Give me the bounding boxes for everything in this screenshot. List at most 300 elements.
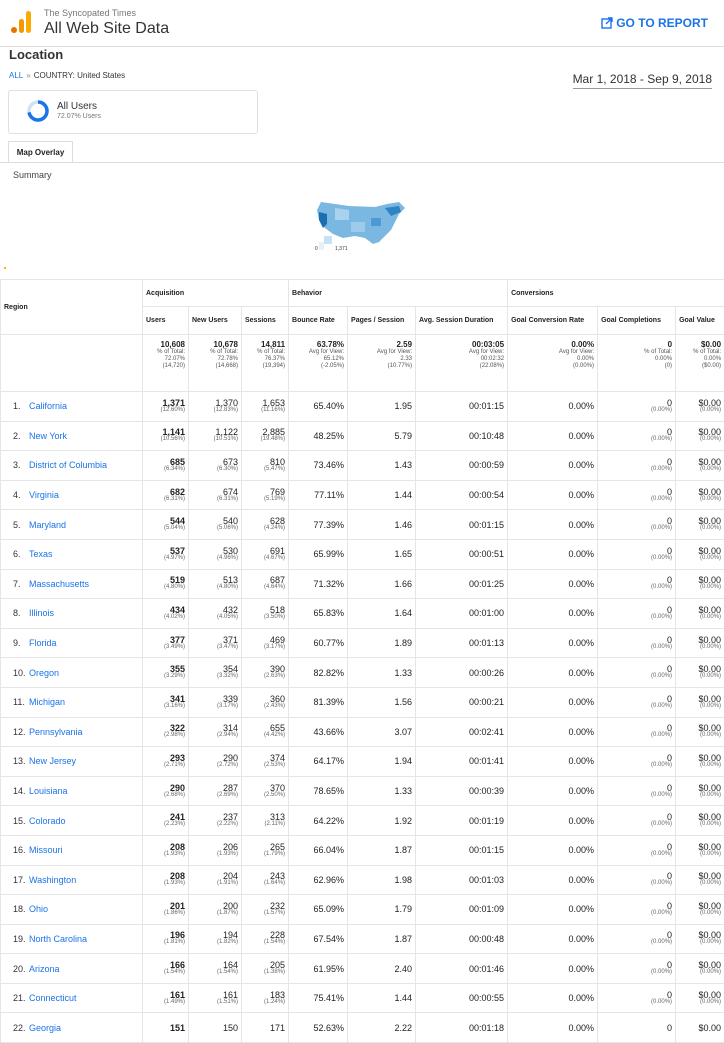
total-detail: (22.08%) [419,363,504,370]
metric-cell [242,806,289,836]
metric-cell [289,392,348,422]
metric-percent: (0.00%) [679,762,721,769]
metric-value: 81.39% [314,697,345,707]
metric-value: 691 [270,546,285,556]
metric-value: 00:00:55 [469,993,504,1003]
region-cell [1,835,143,865]
metric-value: $0.00 [699,901,722,911]
metric-percent: (1.51%) [192,999,238,1006]
go-to-report-button[interactable] [601,16,708,30]
metric-cell [676,983,724,1013]
metric-percent: (2.63%) [245,673,285,680]
metric-percent: (1.38%) [245,969,285,976]
metric-value: 166 [170,960,185,970]
metric-percent: (3.49%) [146,644,185,651]
metric-value: 530 [223,546,238,556]
metric-value: 0 [667,694,672,704]
metric-cell [242,983,289,1013]
metric-cell [242,569,289,599]
metric-value: 00:10:48 [469,431,504,441]
metric-cell [348,510,416,540]
table-row [1,954,724,984]
metric-cell [348,865,416,895]
col-bounce-rate[interactable]: Bounce Rate [289,307,348,335]
total-detail: Avg for View: [511,349,594,356]
metric-value: 67.54% [314,934,345,944]
metric-percent: (4.02%) [146,614,185,621]
metric-cell [508,421,598,451]
site-name[interactable]: The Syncopated Times [44,8,136,18]
row-number: 16. [13,846,29,854]
table-row [1,392,724,422]
metric-cell [348,628,416,658]
metric-value: 432 [223,605,238,615]
metric-percent: (12.60%) [146,407,185,414]
metric-percent: (2.11%) [245,821,285,828]
metric-percent: (1.87%) [192,910,238,917]
metric-cell [242,924,289,954]
metric-cell [676,569,724,599]
total-cell [508,335,598,392]
col-goal-conversion-rate[interactable]: Goal Conversion Rate [508,307,598,335]
metric-value: 0 [667,960,672,970]
region-link[interactable]: Florida [29,638,57,648]
metric-value: 518 [270,605,285,615]
total-detail: (0) [601,363,672,370]
metric-cell [348,480,416,510]
metric-value: 1.79 [395,904,413,914]
metric-value: 1.33 [395,786,413,796]
metric-cell [416,658,508,688]
metric-cell [189,983,242,1013]
metric-cell [143,569,189,599]
metric-value: 52.63% [314,1023,345,1033]
metric-cell [348,717,416,747]
tab-map-overlay[interactable]: Map Overlay [8,141,73,163]
metric-percent: (0.00%) [679,821,721,828]
total-detail: 72.78% [192,356,238,363]
metric-percent: (0.00%) [601,555,672,562]
metric-value: 1.33 [395,668,413,678]
metric-value: 293 [170,753,185,763]
col-goal-completions[interactable]: Goal Completions [598,307,676,335]
date-range-picker[interactable]: Mar 1, 2018 - Sep 9, 2018 [573,72,712,89]
region-link[interactable]: Illinois [29,608,54,618]
metric-percent: (0.00%) [679,999,721,1006]
metric-value: 0 [667,842,672,852]
metric-value: 243 [270,871,285,881]
segment-name: All Users [57,101,97,112]
metric-percent: (0.00%) [601,525,672,532]
metric-percent: (2.71%) [146,762,185,769]
metric-percent: (19.48%) [245,436,285,443]
metric-value: 48.25% [314,431,345,441]
metric-value: 810 [270,457,285,467]
total-detail: % of Total: [245,349,285,356]
metric-value: 0.00% [569,549,595,559]
metric-percent: (3.32%) [192,673,238,680]
metric-cell [143,717,189,747]
metric-cell [598,539,676,569]
metric-percent: (1.93%) [146,880,185,887]
metric-cell [598,1013,676,1043]
col-new-users[interactable]: New Users [189,307,242,335]
metric-cell [348,747,416,777]
region-link[interactable]: District of Columbia [29,460,107,470]
segment-card[interactable] [8,90,258,134]
region-link[interactable]: Texas [29,549,53,559]
region-link[interactable]: Oregon [29,668,59,678]
metric-value: $0.00 [699,723,722,733]
metric-value: 1.44 [395,993,413,1003]
metric-cell [598,569,676,599]
metric-cell [348,924,416,954]
metric-cell [143,480,189,510]
col-avg-session-duration[interactable]: Avg. Session Duration [416,307,508,335]
col-sessions[interactable]: Sessions [242,307,289,335]
region-link[interactable]: Connecticut [29,993,77,1003]
metric-value: 00:00:48 [469,934,504,944]
table-row [1,539,724,569]
metric-value: 00:00:26 [469,668,504,678]
metric-cell [189,658,242,688]
metric-cell [598,954,676,984]
metric-value: 0.00% [569,786,595,796]
metric-cell [416,569,508,599]
metric-value: 769 [270,487,285,497]
metric-value: 0 [667,635,672,645]
metric-value: 00:01:13 [469,638,504,648]
metric-value: 1.66 [395,579,413,589]
total-cell [598,335,676,392]
metric-percent: (4.97%) [146,555,185,562]
total-detail: 0.00% [601,356,672,363]
region-link[interactable]: New Jersey [29,756,76,766]
metric-percent: (0.00%) [601,407,672,414]
row-number: 20. [13,965,29,973]
metric-cell [189,954,242,984]
region-link[interactable]: Georgia [29,1023,61,1033]
metric-percent: (1.54%) [146,969,185,976]
region-link[interactable]: Pennsylvania [29,727,83,737]
metric-value: 00:00:59 [469,460,504,470]
metric-value: 61.95% [314,964,345,974]
metric-cell [416,865,508,895]
metric-value: 1.64 [395,608,413,618]
metric-cell [348,1013,416,1043]
metric-percent: (0.00%) [601,969,672,976]
metric-value: 513 [223,575,238,585]
metric-value: $0.00 [699,664,722,674]
metric-value: 194 [223,930,238,940]
metric-percent: (6.31%) [146,496,185,503]
metric-value: 1.89 [395,638,413,648]
total-detail: Avg for View: [419,349,504,356]
metric-value: $0.00 [699,753,722,763]
metric-value: 2,885 [263,427,286,437]
metric-cell [289,924,348,954]
row-number: 6. [13,550,29,558]
us-map[interactable] [315,198,407,252]
metric-percent: (0.00%) [679,673,721,680]
metric-value: 1,141 [162,427,185,437]
row-number: 18. [13,905,29,913]
metric-cell [289,451,348,481]
table-row [1,628,724,658]
metric-cell [143,451,189,481]
metric-value: 43.66% [314,727,345,737]
metric-cell [598,392,676,422]
metric-value: 00:00:21 [469,697,504,707]
metric-percent: (0.00%) [601,466,672,473]
metric-cell [348,658,416,688]
total-detail: % of Total: [146,349,185,356]
metric-value: 0 [667,812,672,822]
metric-cell [143,658,189,688]
metric-cell [416,599,508,629]
metric-cell [416,835,508,865]
metric-cell [143,747,189,777]
total-value: $0.00 [701,340,721,349]
table-row [1,569,724,599]
row-number: 2. [13,432,29,440]
tab-divider [0,162,724,163]
metric-value: $0.00 [699,427,722,437]
metric-cell [416,539,508,569]
metric-value: 00:01:18 [469,1023,504,1033]
metric-percent: (10.51%) [192,436,238,443]
total-detail: 00:02:32 [419,356,504,363]
metric-cell [598,865,676,895]
metric-cell [416,451,508,481]
metric-value: $0.00 [699,398,722,408]
metric-cell [676,747,724,777]
region-link[interactable]: Maryland [29,520,66,530]
metric-value: 1,370 [215,398,238,408]
metric-value: 232 [270,901,285,911]
metric-cell [289,421,348,451]
metric-value: 0.00% [569,875,595,885]
metric-cell [242,776,289,806]
metric-cell [348,895,416,925]
indicator-dot [4,267,6,269]
region-link[interactable]: Virginia [29,490,59,500]
metric-value: 1.56 [395,697,413,707]
region-cell [1,776,143,806]
row-number: 1. [13,402,29,410]
metric-cell [289,983,348,1013]
metric-percent: (1.24%) [245,999,285,1006]
region-link[interactable]: Missouri [29,845,63,855]
row-number: 3. [13,461,29,469]
row-number: 7. [13,580,29,588]
metric-value: 0.00% [569,727,595,737]
metric-value: 0.00% [569,816,595,826]
metric-cell [508,983,598,1013]
region-cell [1,539,143,569]
region-link[interactable]: California [29,401,67,411]
table-row [1,687,724,717]
region-link[interactable]: Arizona [29,964,60,974]
metric-percent: (5.04%) [146,525,185,532]
map-legend-max: 1,371 [335,246,348,252]
metric-value: 64.22% [314,816,345,826]
metric-cell [598,717,676,747]
metric-percent: (2.50%) [245,792,285,799]
metric-value: 183 [270,990,285,1000]
metric-value: 0 [667,457,672,467]
metric-cell [143,895,189,925]
metric-value: 00:02:41 [469,727,504,737]
metric-value: $0.00 [699,812,722,822]
metric-cell [289,658,348,688]
metric-value: 204 [223,871,238,881]
metric-cell [143,421,189,451]
metric-percent: (0.00%) [679,614,721,621]
metric-percent: (1.64%) [245,880,285,887]
map-legend-min: 0 [315,246,318,252]
metric-percent: (0.00%) [601,436,672,443]
metric-value: 0.00% [569,697,595,707]
metric-value: 290 [223,753,238,763]
metric-cell [189,628,242,658]
metric-value: 682 [170,487,185,497]
table-row [1,747,724,777]
metric-percent: (0.00%) [601,732,672,739]
metric-cell [508,687,598,717]
metric-value: 0.00% [569,904,595,914]
metric-cell [508,865,598,895]
metric-cell [416,747,508,777]
metric-cell [189,924,242,954]
metric-cell [508,895,598,925]
metric-cell [242,451,289,481]
total-detail: 0.00% [511,356,594,363]
metric-value: $0.00 [699,487,722,497]
region-link[interactable]: Ohio [29,904,48,914]
region-cell [1,510,143,540]
metric-cell [143,1013,189,1043]
table-row [1,983,724,1013]
metric-percent: (0.00%) [601,880,672,887]
metric-percent: (0.00%) [679,525,721,532]
metric-value: $0.00 [699,842,722,852]
metric-cell [242,510,289,540]
metric-value: 0.00% [569,638,595,648]
segment-percentage: 72.07% Users [57,113,101,120]
region-link[interactable]: Michigan [29,697,65,707]
metric-value: 687 [270,575,285,585]
view-name[interactable]: All Web Site Data [44,20,169,38]
metric-cell [189,451,242,481]
region-cell [1,599,143,629]
region-link[interactable]: New York [29,431,67,441]
metric-percent: (0.00%) [601,910,672,917]
region-link[interactable]: Louisiana [29,786,68,796]
region-cell [1,747,143,777]
total-value: 63.78% [317,340,344,349]
metric-value: $0.00 [699,990,722,1000]
metric-value: 1,371 [162,398,185,408]
metric-value: 00:01:09 [469,904,504,914]
metric-cell [348,539,416,569]
metric-cell [289,510,348,540]
metric-cell [242,421,289,451]
metric-value: 0 [667,487,672,497]
total-value: 10,678 [214,340,238,349]
row-number: 12. [13,728,29,736]
metric-value: $0.00 [699,960,722,970]
metric-value: 2.22 [395,1023,413,1033]
row-number: 15. [13,817,29,825]
region-link[interactable]: Massachusetts [29,579,89,589]
metric-value: 241 [170,812,185,822]
total-detail: (0.00%) [511,363,594,370]
metric-cell [242,865,289,895]
metric-value: $0.00 [699,457,722,467]
metric-value: 171 [270,1023,285,1033]
metric-cell [189,747,242,777]
metric-value: 434 [170,605,185,615]
region-link[interactable]: Colorado [29,816,66,826]
metric-cell [242,658,289,688]
row-number: 11. [13,698,29,706]
metric-percent: (0.00%) [601,673,672,680]
page-title: Location [9,47,63,62]
metric-value: 64.17% [314,756,345,766]
metric-percent: (1.93%) [146,851,185,858]
metric-cell [598,806,676,836]
total-cell [289,335,348,392]
table-row [1,1013,724,1043]
total-detail: (-2.05%) [292,363,344,370]
total-detail: % of Total: [601,349,672,356]
metric-cell [676,717,724,747]
metric-cell [143,510,189,540]
metric-cell [676,835,724,865]
metric-value: 0 [667,990,672,1000]
metric-value: $0.00 [699,635,722,645]
metric-value: 161 [170,990,185,1000]
metric-percent: (10.56%) [146,436,185,443]
metric-value: 65.40% [314,401,345,411]
metric-value: 0 [667,427,672,437]
table-row [1,924,724,954]
region-link[interactable]: Washington [29,875,76,885]
metric-percent: (6.31%) [192,496,238,503]
metric-value: 0.00% [569,845,595,855]
metric-value: 0.00% [569,579,595,589]
metric-cell [508,658,598,688]
metric-value: 00:00:39 [469,786,504,796]
tab-summary[interactable]: Summary [13,170,52,180]
region-link[interactable]: North Carolina [29,934,87,944]
col-goal-value[interactable]: Goal Value [676,307,724,335]
metric-percent: (0.00%) [679,436,721,443]
metric-value: 00:01:15 [469,401,504,411]
table-row [1,835,724,865]
region-cell [1,628,143,658]
breadcrumb-all-link[interactable]: ALL [9,71,23,80]
metric-value: 71.32% [314,579,345,589]
col-pages-session[interactable]: Pages / Session [348,307,416,335]
metric-cell [676,1013,724,1043]
metric-value: 208 [170,871,185,881]
metric-percent: (0.00%) [679,851,721,858]
metric-value: 314 [223,723,238,733]
col-users[interactable]: Users [143,307,189,335]
row-number: 4. [13,491,29,499]
